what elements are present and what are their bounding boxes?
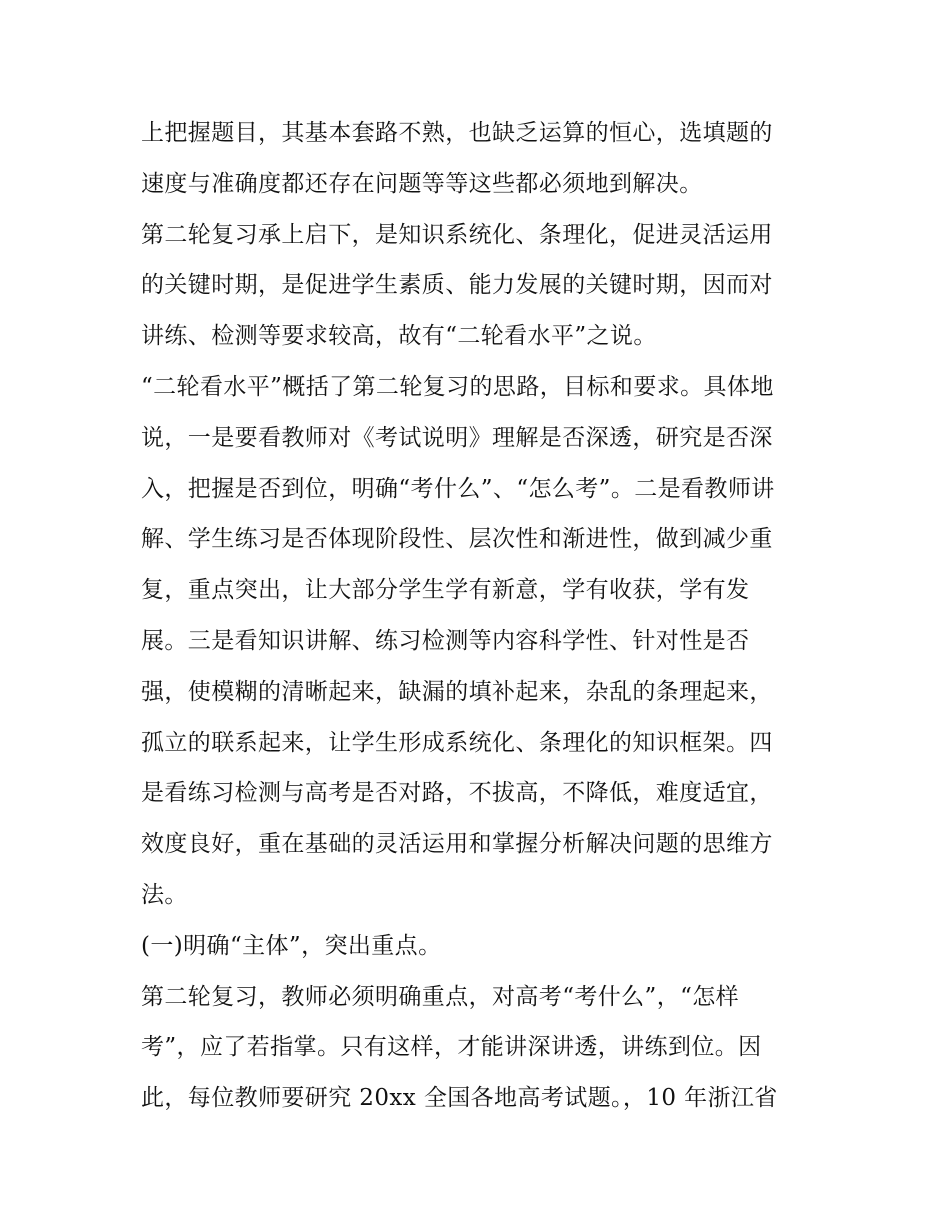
- document-body: [141, 108, 821, 1124]
- text-line: “二轮看水平”概括了第二轮复习的思路，目标和要求。具体地: [141, 373, 774, 400]
- text-line: 解、学生练习是否体现阶段性、层次性和渐进性，做到减少重: [141, 526, 773, 553]
- text-line: 第二轮复习，教师必须明确重点，对高考“考什么”，“怎样: [141, 983, 740, 1010]
- text-line: 是看练习检测与高考是否对路，不拔高，不降低，难度适宜，: [141, 780, 773, 807]
- text-line: 入，把握是否到位，明确“考什么”、“怎么考”。二是看教师讲: [141, 475, 775, 502]
- text-line: 第二轮复习承上启下，是知识系统化、条理化，促进灵活运用: [141, 221, 773, 248]
- text-line: 上把握题目，其基本套路不熟，也缺乏运算的恒心，选填题的: [141, 120, 773, 146]
- text-line: 复，重点突出，让大部分学生学有新意，学有收获，学有发: [141, 577, 750, 604]
- text-line: 讲练、检测等要求较高，故有“二轮看水平”之说。: [141, 323, 657, 350]
- text-line: 效度良好，重在基础的灵活运用和掌握分析解决问题的思维方: [141, 831, 773, 858]
- text-line: 此，每位教师要研究 20xx 全国各地高考试题。，10 年浙江省: [141, 1085, 778, 1112]
- text-line: 考”，应了若指掌。只有这样，才能讲深讲透，讲练到位。因: [141, 1034, 762, 1061]
- text-line: 说，一是要看教师对《考试说明》理解是否深透，研究是否深: [141, 424, 773, 451]
- text-line: 强，使模糊的清晰起来，缺漏的填补起来，杂乱的条理起来，: [141, 678, 773, 705]
- text-line: 法。: [141, 881, 188, 908]
- section-heading: (一)明确“主体”，突出重点。: [141, 932, 442, 959]
- text-line: 速度与准确度都还存在问题等等这些都必须地到解决。: [141, 170, 703, 197]
- text-line: 展。三是看知识讲解、练习检测等内容科学性、针对性是否: [141, 627, 750, 654]
- text-line: 的关键时期，是促进学生素质、能力发展的关键时期，因而对: [141, 272, 773, 299]
- text-line: 孤立的联系起来，让学生形成系统化、条理化的知识框架。四: [141, 729, 773, 756]
